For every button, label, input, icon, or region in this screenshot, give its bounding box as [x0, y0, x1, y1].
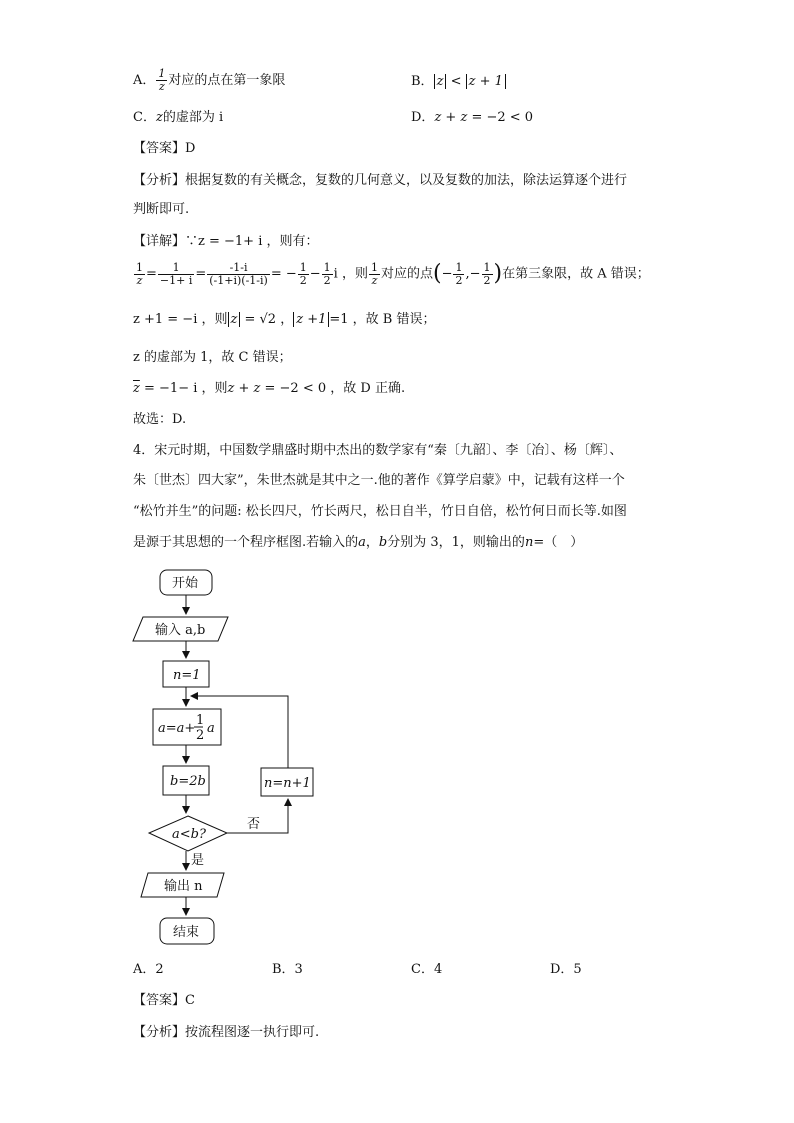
q4-var-n: n	[524, 535, 534, 550]
frac-den: (-1+i)(-1-i)	[209, 273, 268, 287]
q4-var-a: a	[358, 535, 366, 550]
analysis-text: 按流程图逐一执行即可.	[185, 1025, 320, 1040]
q4-answer	[133, 992, 195, 1010]
q4-line3: “松竹并生”的问题: 松长四尺，竹长两尺，松日自半，竹日自倍，松竹何日而长等.如图	[133, 504, 627, 519]
option-b-lhs: z	[434, 74, 447, 89]
flow-step-a-tail: a	[207, 721, 215, 736]
q4-line4-a: 是源于其思想的一个程序框图.若输入的	[133, 535, 359, 550]
line-d-2: = −1− i ，则	[144, 381, 228, 396]
q4-line2: 朱〔世杰〕四大家”，朱世杰就是其中之一.他的著作《算学启蒙》中，记载有这样一个	[133, 473, 625, 488]
flow-step-b-text: b=2b	[170, 774, 206, 789]
q4-line4-g: =（ ）	[533, 535, 584, 550]
option-a-text: 对应的点在第一象限	[168, 73, 286, 88]
q4-var-b: b	[378, 535, 388, 550]
calc-conclusion: 在第三象限，故 A 错误；	[502, 266, 650, 282]
flow-end-text: 结束	[173, 925, 200, 940]
option-c-text: 的虚部为 i	[162, 110, 224, 125]
q3-detail-calc: $\frac{1}{z}$ = $\frac{1}{-1+ i}$ = $\frac{-1-i}{(-1+i)(-1-i)}$ = − $\frac{1}{2}$ − $\frac{1}{2}$ i ，则 $\frac{1}{z}$ 对应的点(− $\frac{1}{2}$ ,− $\frac{1}{2}$ )在第三象限，故 A 错误；	[136, 260, 650, 287]
frac-num: 1	[299, 260, 307, 274]
flow-step-a-lhs: a=a+	[158, 721, 196, 736]
option-c-label: C．	[133, 110, 156, 125]
analysis-line1: 根据复数的有关概念，复数的几何意义，以及复数的加法，除法运算逐个进行	[185, 173, 628, 188]
calc-minus: −	[309, 266, 321, 282]
flow-step-a-num: 1	[196, 713, 205, 728]
line-d-3: z + z	[227, 381, 261, 396]
frac-den: z	[158, 80, 165, 93]
q4-option-b: B．3	[272, 962, 303, 977]
option-b-label: B．	[411, 74, 434, 89]
flow-step-a-den: 2	[196, 728, 205, 743]
flow-inc-text: n=n+1	[264, 776, 311, 791]
flow-start-text: 开始	[172, 576, 199, 591]
option-d-expr: z + z	[434, 110, 468, 125]
frac-den: 2	[483, 273, 491, 287]
frac-den: −1+ i	[159, 273, 193, 287]
option-d-rhs: = −2 < 0	[471, 110, 534, 125]
frac-num: 1	[455, 260, 463, 274]
frac-num: 1	[136, 260, 143, 274]
flow-no-label: 否	[247, 817, 261, 832]
q4-option-a: A．2	[133, 962, 164, 977]
frac-num: 1	[323, 260, 331, 274]
line-d-4: = −2 < 0 ，故 D 正确.	[264, 381, 406, 396]
frac-num: 1	[483, 260, 491, 274]
answer-value: D	[185, 141, 196, 156]
q4-line4-e: 分别为 3，1，则输出的	[387, 535, 525, 550]
flow-input-text: 输入 a,b	[155, 623, 206, 638]
q3-choose: 故选：D.	[133, 412, 187, 427]
frac-num: 1	[370, 260, 378, 274]
line-b-1: z +1 = −i ，则	[133, 312, 228, 327]
q4-line1: 4．宋元时期，中国数学鼎盛时期中杰出的数学家有“秦〔九韶〕、李〔冶〕、杨〔辉〕、	[133, 443, 623, 458]
frac-den: z	[371, 273, 378, 287]
line-b-abs2: z +1	[293, 312, 329, 327]
q4-analysis	[133, 1024, 319, 1042]
calc-i: i ，则	[333, 266, 368, 282]
analysis-tag: 【分析】	[133, 1025, 186, 1040]
answer-tag: 【答案】	[133, 993, 186, 1008]
option-d-label: D．	[411, 110, 435, 125]
answer-tag: 【答案】	[133, 141, 186, 156]
frac-den: 2	[323, 273, 331, 287]
frac-den: 2	[299, 273, 307, 287]
option-b-op: <	[450, 74, 462, 89]
option-b-rhs: z + 1	[466, 74, 506, 89]
frac-num: 1	[158, 262, 194, 275]
detail-tag: 【详解】	[133, 234, 186, 249]
frac-den: 2	[455, 273, 463, 287]
flow-yes-label: 是	[191, 853, 205, 868]
flow-output-text: 输出 n	[164, 879, 203, 894]
answer-value: C	[185, 993, 195, 1008]
line-b-abs: z	[228, 312, 241, 327]
line-b-3: = √2 ，	[244, 312, 294, 327]
q3-detail-c: z 的虚部为 1，故 C 错误；	[133, 350, 292, 365]
analysis-tag: 【分析】	[133, 173, 186, 188]
q4-option-d: D．5	[550, 962, 582, 977]
frac-num: -1-i	[207, 262, 270, 275]
frac-num: 1	[158, 67, 166, 80]
calc-point-text: 对应的点	[380, 266, 433, 282]
flow-init-text: n=1	[173, 668, 201, 683]
detail-intro: ∵z = −1+ i ，则有：	[185, 234, 319, 249]
q4-option-c: C．4	[411, 962, 443, 977]
frac-den: z	[136, 273, 143, 287]
calc-eq: = −	[270, 266, 297, 282]
analysis-line2: 判断即可.	[133, 202, 190, 217]
option-c-var: z	[155, 110, 163, 125]
q4-line4-c: ，	[365, 535, 379, 550]
line-d-zbar: $\overline{z}$	[133, 381, 140, 396]
flow-arrow-loop	[191, 696, 288, 768]
option-a-label: A．	[133, 73, 156, 88]
line-b-5: =1 ，故 B 错误；	[329, 312, 436, 327]
flow-cond-text: a<b?	[172, 827, 206, 842]
